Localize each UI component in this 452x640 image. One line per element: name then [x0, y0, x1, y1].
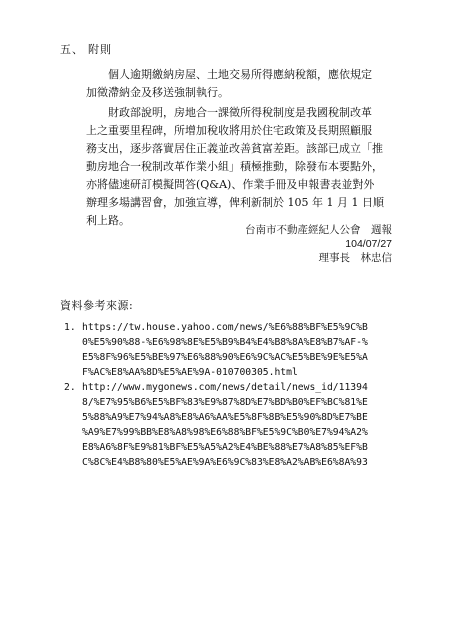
reference-url-line: C%8C%E4%B8%80%E5%AE%9A%E6%9C%83%E8%A2%AB%E6%8A%93 [82, 457, 368, 468]
reference-item [64, 320, 394, 380]
paragraph-line: 上之重要里程碑，所增加稅收將用於住宅政策及長期照顧服 [86, 124, 372, 137]
reference-url-line: %A9%E7%99%BB%E8%A8%98%E6%88%BF%E5%9C%B0%E7%94%A2% [82, 427, 368, 438]
references-list [64, 320, 394, 470]
section-heading [60, 41, 112, 57]
references-title: 資料參考來源: [60, 299, 134, 312]
reference-url-line: E5%8F%96%E5%BE%97%E6%88%90%E6%9C%AC%E5%BE%9E%E5%A [82, 352, 368, 363]
reference-link[interactable] [82, 320, 394, 380]
signature-chairman: 理事長 林忠信 [318, 252, 392, 264]
signature-source: 台南市不動產經紀人公會 週報 [245, 224, 392, 236]
paragraph-line: 務支出，逐步落實居住正義並改善貧富差距。該部已成立「推 [86, 142, 383, 155]
reference-url-line: E8%A6%8F%E9%81%BF%E5%A5%A2%E4%BE%88%E7%A8%85%EF%B [82, 442, 368, 453]
paragraph-line: 利上路。 [86, 214, 130, 227]
reference-link[interactable] [82, 380, 394, 470]
reference-url-line: F%AC%E8%AA%8D%E5%AE%9A-010700305.html [82, 367, 298, 378]
paragraph-penalty [86, 66, 396, 102]
paragraph-ministry-statement [86, 104, 396, 230]
reference-url-line: http://www.mygonews.com/news/detail/news_id/11394 [82, 382, 368, 393]
paragraph-line: 財政部說明，房地合一課徵所得稅制度是我國稅制改革 [86, 106, 372, 119]
reference-number: 1. [64, 322, 76, 333]
paragraph-line: 辦理多場講習會，加強宣導，俾利新制於 105 年 1 月 1 日順 [86, 196, 384, 209]
reference-url-line: 0%E5%90%88-%E6%98%8E%E5%B9%B4%E4%B8%8A%E8%B7%AF-% [82, 337, 368, 348]
reference-url-line: https://tw.house.yahoo.com/news/%E6%88%BF%E5%9C%B [82, 322, 368, 333]
reference-item [64, 380, 394, 470]
reference-url-line: 5%88%A9%E7%94%A8%E8%A6%AA%E5%8F%8B%E5%90%8D%E7%BE [82, 412, 368, 423]
section-title: 附則 [88, 43, 112, 56]
signature-date: 104/07/27 [345, 238, 392, 250]
section-number: 五、 [60, 43, 84, 56]
reference-number: 2. [64, 382, 76, 393]
paragraph-line: 加徵滯納金及移送強制執行。 [86, 86, 229, 99]
paragraph-line: 動房地合一稅制改革作業小組」積極推動，除發布本要點外， [86, 160, 383, 173]
paragraph-line: 個人逾期繳納房屋、土地交易所得應納稅額，應依規定 [86, 68, 372, 81]
signature-block [245, 223, 392, 265]
paragraph-line: 亦將儘速研訂模擬問答(Q&A)、作業手冊及申報書表並對外 [86, 178, 375, 191]
reference-url-line: 8/%E7%95%B6%E5%BF%83%E9%87%8D%E7%BD%B0%EF%BC%81%E [82, 397, 368, 408]
